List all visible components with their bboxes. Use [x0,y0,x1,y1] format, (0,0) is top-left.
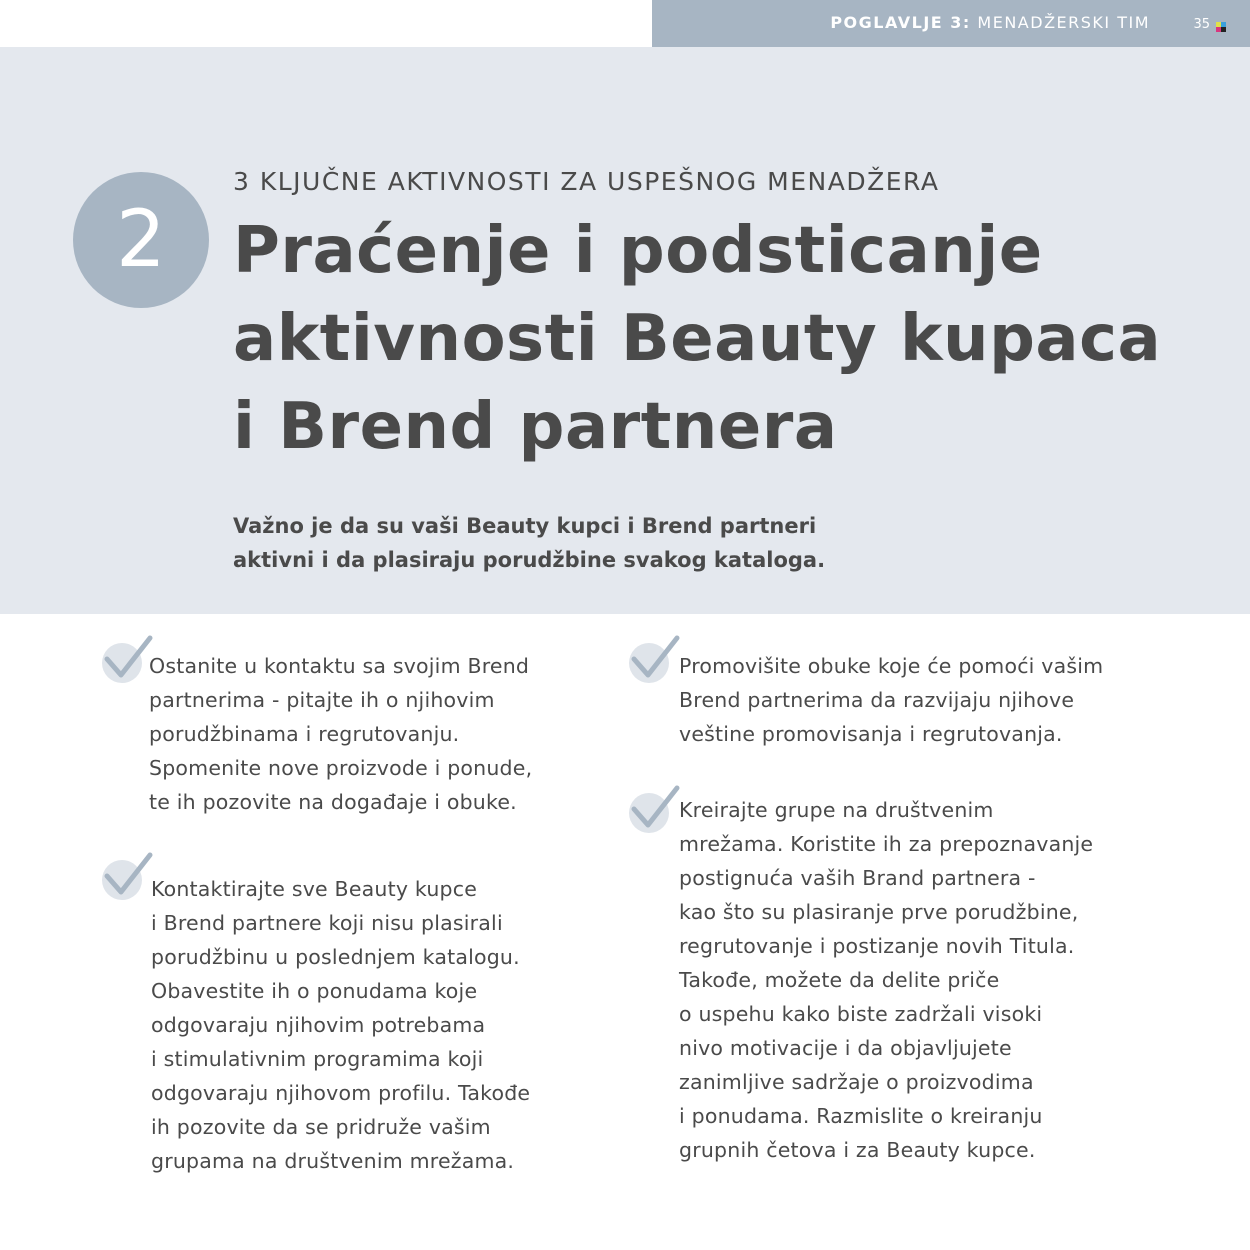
text-line: Kreirajte grupe na društvenim [679,798,994,822]
text-line: porudžbinama i regrutovanju. [149,722,460,746]
activity-text [679,649,1103,751]
text-line: i ponudama. Razmislite o kreiranju [679,1104,1043,1128]
page-title [233,207,1233,471]
intro-text [233,509,1133,577]
checkmark-icon [101,852,155,906]
text-line: o uspehu kako biste zadržali visoki [679,1002,1043,1026]
text-line: postignuća vaših Brand partnera - [679,866,1036,890]
chapter-label [830,13,1150,32]
checkmark-icon [101,635,155,689]
title-line: aktivnosti Beauty kupaca [233,302,1162,376]
intro-line: aktivni i da plasiraju porudžbine svakog kataloga. [233,548,826,572]
activity-text [679,793,1093,1167]
chapter-label-rest: MENADŽERSKI TIM [970,13,1150,32]
title-line: Praćenje i podsticanje [233,214,1043,288]
text-line: mrežama. Koristite ih za prepoznavanje [679,832,1094,856]
activity-text [149,649,532,819]
text-line: i Brend partnere koji nisu plasirali [151,911,503,935]
hero-section [0,47,1250,614]
text-line: zanimljive sadržaje o proizvodima [679,1070,1034,1094]
text-line: Brend partnerima da razvijaju njihove [679,688,1075,712]
checkmark-icon [628,635,682,689]
chapter-label-bold: POGLAVLJE 3: [830,13,971,32]
section-kicker: 3 KLJUČNE AKTIVNOSTI ZA USPEŠNOG MENADŽERA [233,167,940,196]
title-line: i Brend partnera [233,390,838,464]
text-line: i stimulativnim programima koji [151,1047,484,1071]
text-line: grupama na društvenim mrežama. [151,1149,515,1173]
page-number: 35 [1193,17,1210,32]
text-line: Ostanite u kontaktu sa svojim Brend [149,654,530,678]
text-line: odgovaraju njihovom profilu. Takođe [151,1081,531,1105]
text-line: Promovišite obuke koje će pomoći vašim [679,654,1104,678]
chapter-header-bar [652,0,1250,47]
text-line: Spomenite nove proizvode i ponude, [149,756,533,780]
text-line: veštine promovisanja i regrutovanja. [679,722,1063,746]
intro-line: Važno je da su vaši Beauty kupci i Brend partneri [233,514,817,538]
text-line: Takođe, možete da delite priče [679,968,1000,992]
text-line: partnerima - pitajte ih o njihovim [149,688,495,712]
text-line: te ih pozovite na događaje i obuke. [149,790,517,814]
text-line: ih pozovite da se pridruže vašim [151,1115,491,1139]
text-line: porudžbinu u poslednjem katalogu. [151,945,520,969]
text-line: regrutovanje i postizanje novih Titula. [679,934,1075,958]
text-line: Kontaktirajte sve Beauty kupce [151,877,478,901]
text-line: kao što su plasiranje prve porudžbine, [679,900,1079,924]
header-blank [0,0,652,47]
text-line: odgovaraju njihovim potrebama [151,1013,486,1037]
activity-text [151,872,530,1178]
color-registration-icon [1216,22,1226,32]
section-number-badge: 2 [73,172,209,308]
text-line: nivo motivacije i da objavljujete [679,1036,1012,1060]
text-line: Obavestite ih o ponudama koje [151,979,478,1003]
checkmark-icon [628,785,682,839]
text-line: grupnih četova i za Beauty kupce. [679,1138,1036,1162]
